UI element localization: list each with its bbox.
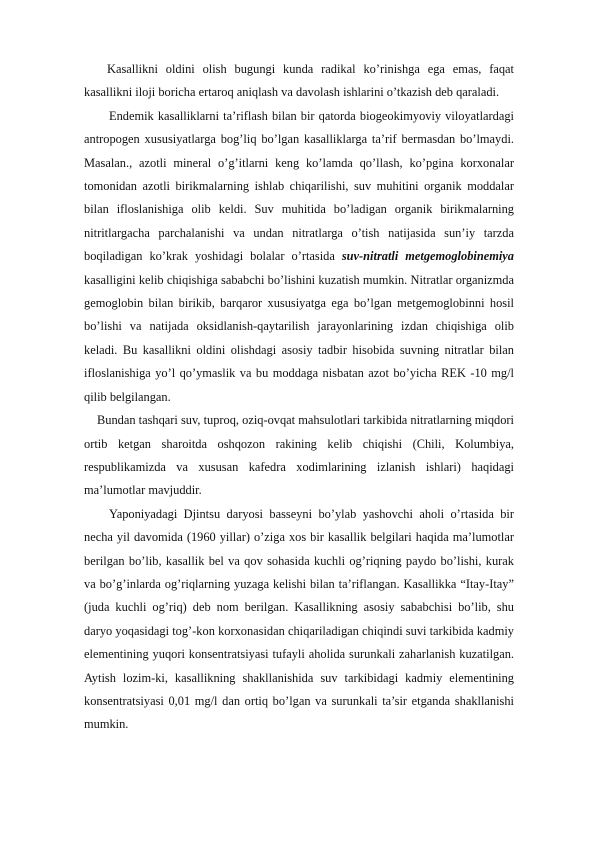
paragraph-prevention [84,58,514,105]
paragraph-text-before: Endemik kasalliklarni ta’riflash bilan bir qatorda biogeokimyoviy viloyatlardagi antropogen xususiyatlarga bog’liq bo’lgan kasalliklarga ta’rif bermasdan bo’lmaydi. Masalan., azotli mineral o’g’itlarni keng ko’lamda qo’llash, ko’pgina korxonalar tomonidan azotli birikmalarning ishlab chiqarilishi, suv muhitini organik moddalar bilan ifloslanishiga olib keldi. Suv muhitida bo’ladigan organik birikmalarning nitritlargacha parchalanishi va undan nitratlarga o’tish natijasida sun’iy tarzda boqiladigan ko’krak yoshidagi bolalar o’rtasida [84,108,514,264]
document-page [84,58,514,737]
paragraph-text: Bundan tashqari suv, tuproq, oziq-ovqat mahsulotlari tarkibida nitratlarning miqdori ortib ketgan sharoitda oshqozon rakining kelib chiqishi (Chili, Kolumbiya, respublikamizda va xususan kafedra xodimlarining izlanish ishlari) haqidagi ma’lumotlar mavjuddir. [84,413,514,498]
paragraph-stomach-cancer [84,409,514,503]
paragraph-itai-itai [84,503,514,737]
paragraph-endemic-diseases [84,105,514,409]
paragraph-text: Kasallikni oldini olish bugungi kunda radikal ko’rinishga ega emas, faqat kasallikni iloji boricha ertaroq aniqlash va davolash ishlarini o’tkazish deb qaraladi. [84,62,514,100]
paragraph-text: Yaponiyadagi Djintsu daryosi basseyni bo’ylab yashovchi aholi o’rtasida bir necha yil davomida (1960 yillar) o’ziga xos bir kasallik belgilari haqida ma’lumotlar berilgan bo’lib, kasallik bel va qov sohasida kuchli og’riqning paydo bo’lishi, kurak va bo’g’inlarda og’riqlarning yuzaga kelishi bilan ta’riflangan. Kasallikka “Itay-Itay” (juda kuchli og’riq) deb nom berilgan. Kasallikning asosiy sababchisi bo’lib, shu daryo yoqasidagi tog’-kon korxonasidan chiqariladigan chiqindi suvi tarkibida kadmiy elementining yuqori konsentratsiyasi tufayli aholida surunkali zaharlanish kuzatilgan. Aytish lozim-ki, kasallikning shakllanishida suv tarkibidagi kadmiy elementining konsentratsiyasi 0,01 mg/l dan ortiq bo’lgan va surunkali ta’sir etganda shakllanishi mumkin. [84,506,514,732]
paragraph-text-after: kasalligini kelib chiqishiga sababchi bo’lishini kuzatish mumkin. Nitratlar organizmda gemoglobin bilan birikib, barqaror xususiyatga ega bo’lgan metgemoglobinni hosil bo’lishi va natijada oksidlanish-qaytarilish jarayonlarining izdan chiqishiga olib keladi. Bu kasallikni oldini olishdagi asosiy tadbir hisobida suvning nitratlar bilan ifloslanishiga yo’l qo’ymaslik va bu moddaga nisbatan azot bo’yicha REK -10 mg/l qilib belgilangan. [84,272,514,404]
emphasized-term: suv-nitratli metgemoglobinemiya [341,249,515,264]
